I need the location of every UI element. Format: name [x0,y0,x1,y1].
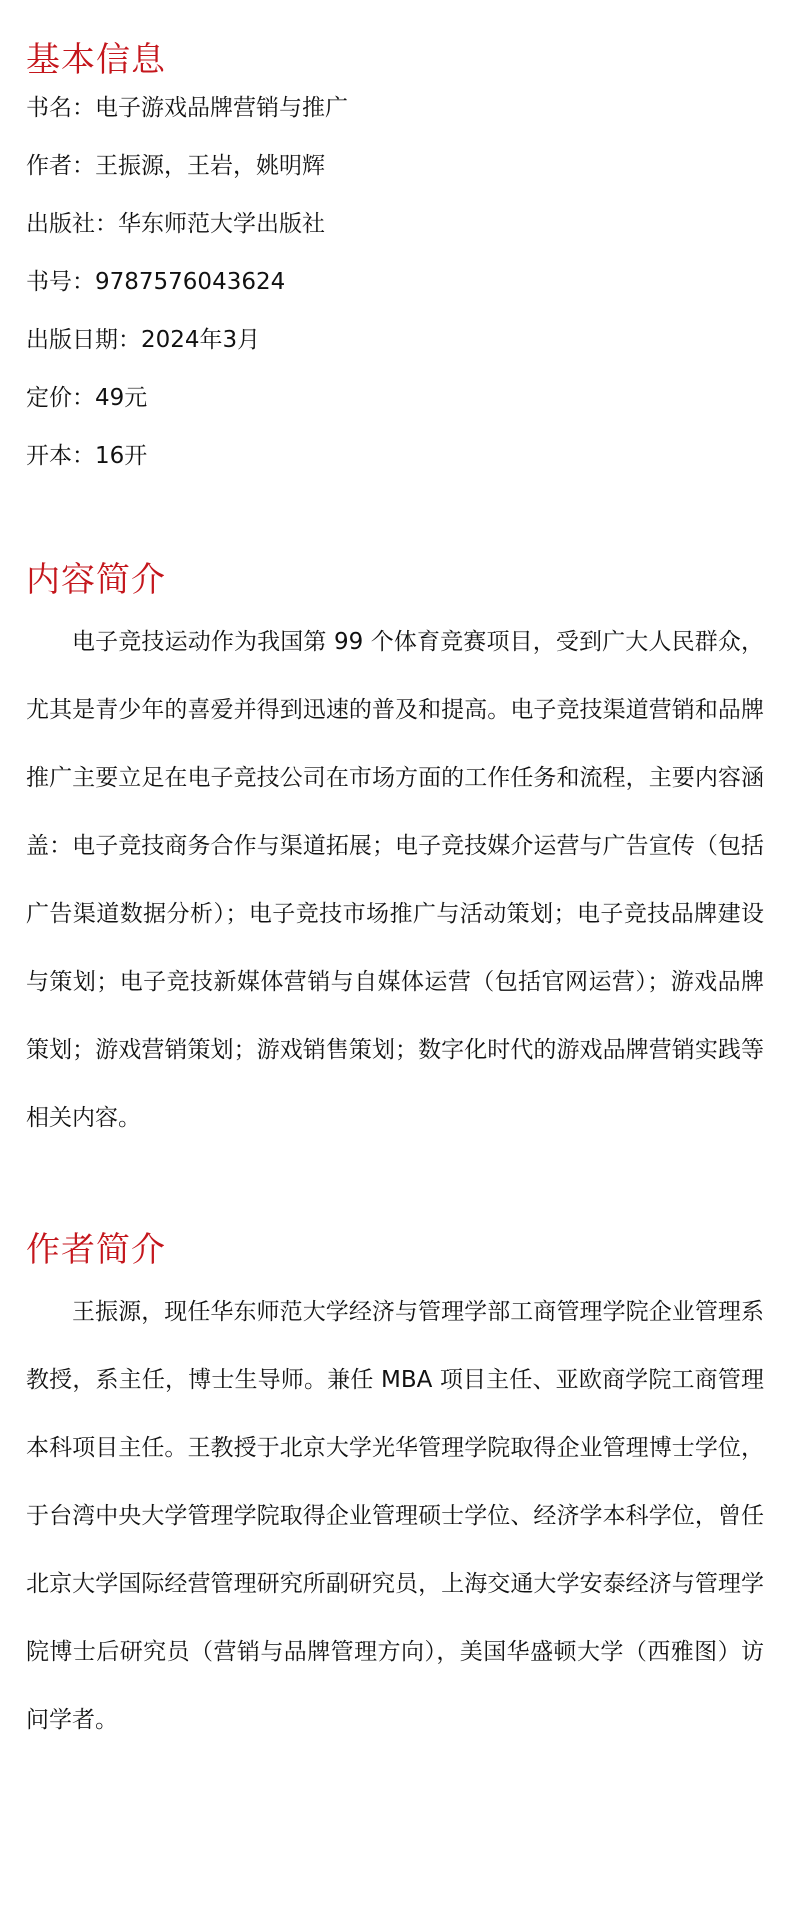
price-line: 定价：49元 [26,385,148,411]
content-intro-paragraph: 电子竞技运动作为我国第 99 个体育竞赛项目，受到广大人民群众，尤其是青少年的喜爱并得到迅速的普及和提高。电子竞技渠道营销和品牌推广主要立足在电子竞技公司在市场方面的工作任务和流程，主要内容涵盖：电子竞技商务合作与渠道拓展；电子竞技媒介运营与广告宣传（包括广告渠道数据分析）；电子竞技市场推广与活动策划；电子竞技品牌建设与策划；电子竞技新媒体营销与自媒体运营（包括官网运营）；游戏品牌策划；游戏营销策划；游戏销售策划；数字化时代的游戏品牌营销实践等相关内容。 [26,629,764,1131]
basic-info-list [26,92,764,472]
publisher-line: 出版社：华东师范大学出版社 [26,211,325,237]
book-title-line: 书名：电子游戏品牌营销与推广 [26,95,348,121]
author-intro-paragraph: 王振源，现任华东师范大学经济与管理学部工商管理学院企业管理系教授，系主任，博士生导师。兼任 MBA 项目主任、亚欧商学院工商管理本科项目主任。王教授于北京大学光华管理学院取得企业管理博士学位，于台湾中央大学管理学院取得企业管理硕士学位、经济学本科学位，曾任北京大学国际经营管理研究所副研究员，上海交通大学安泰经济与管理学院博士后研究员（营销与品牌管理方向），美国华盛顿大学（西雅图）访问学者。 [26,1299,764,1733]
book-info-page [0,40,790,1916]
basic-info-heading: 基本信息 [26,40,166,80]
author-intro-heading: 作者简介 [26,1230,166,1270]
isbn-line: 书号：9787576043624 [26,269,286,295]
author-line: 作者：王振源，王岩，姚明辉 [26,153,325,179]
format-line: 开本：16开 [26,443,148,469]
publish-date-line: 出版日期：2024年3月 [26,327,261,353]
content-intro-heading: 内容简介 [26,560,166,600]
